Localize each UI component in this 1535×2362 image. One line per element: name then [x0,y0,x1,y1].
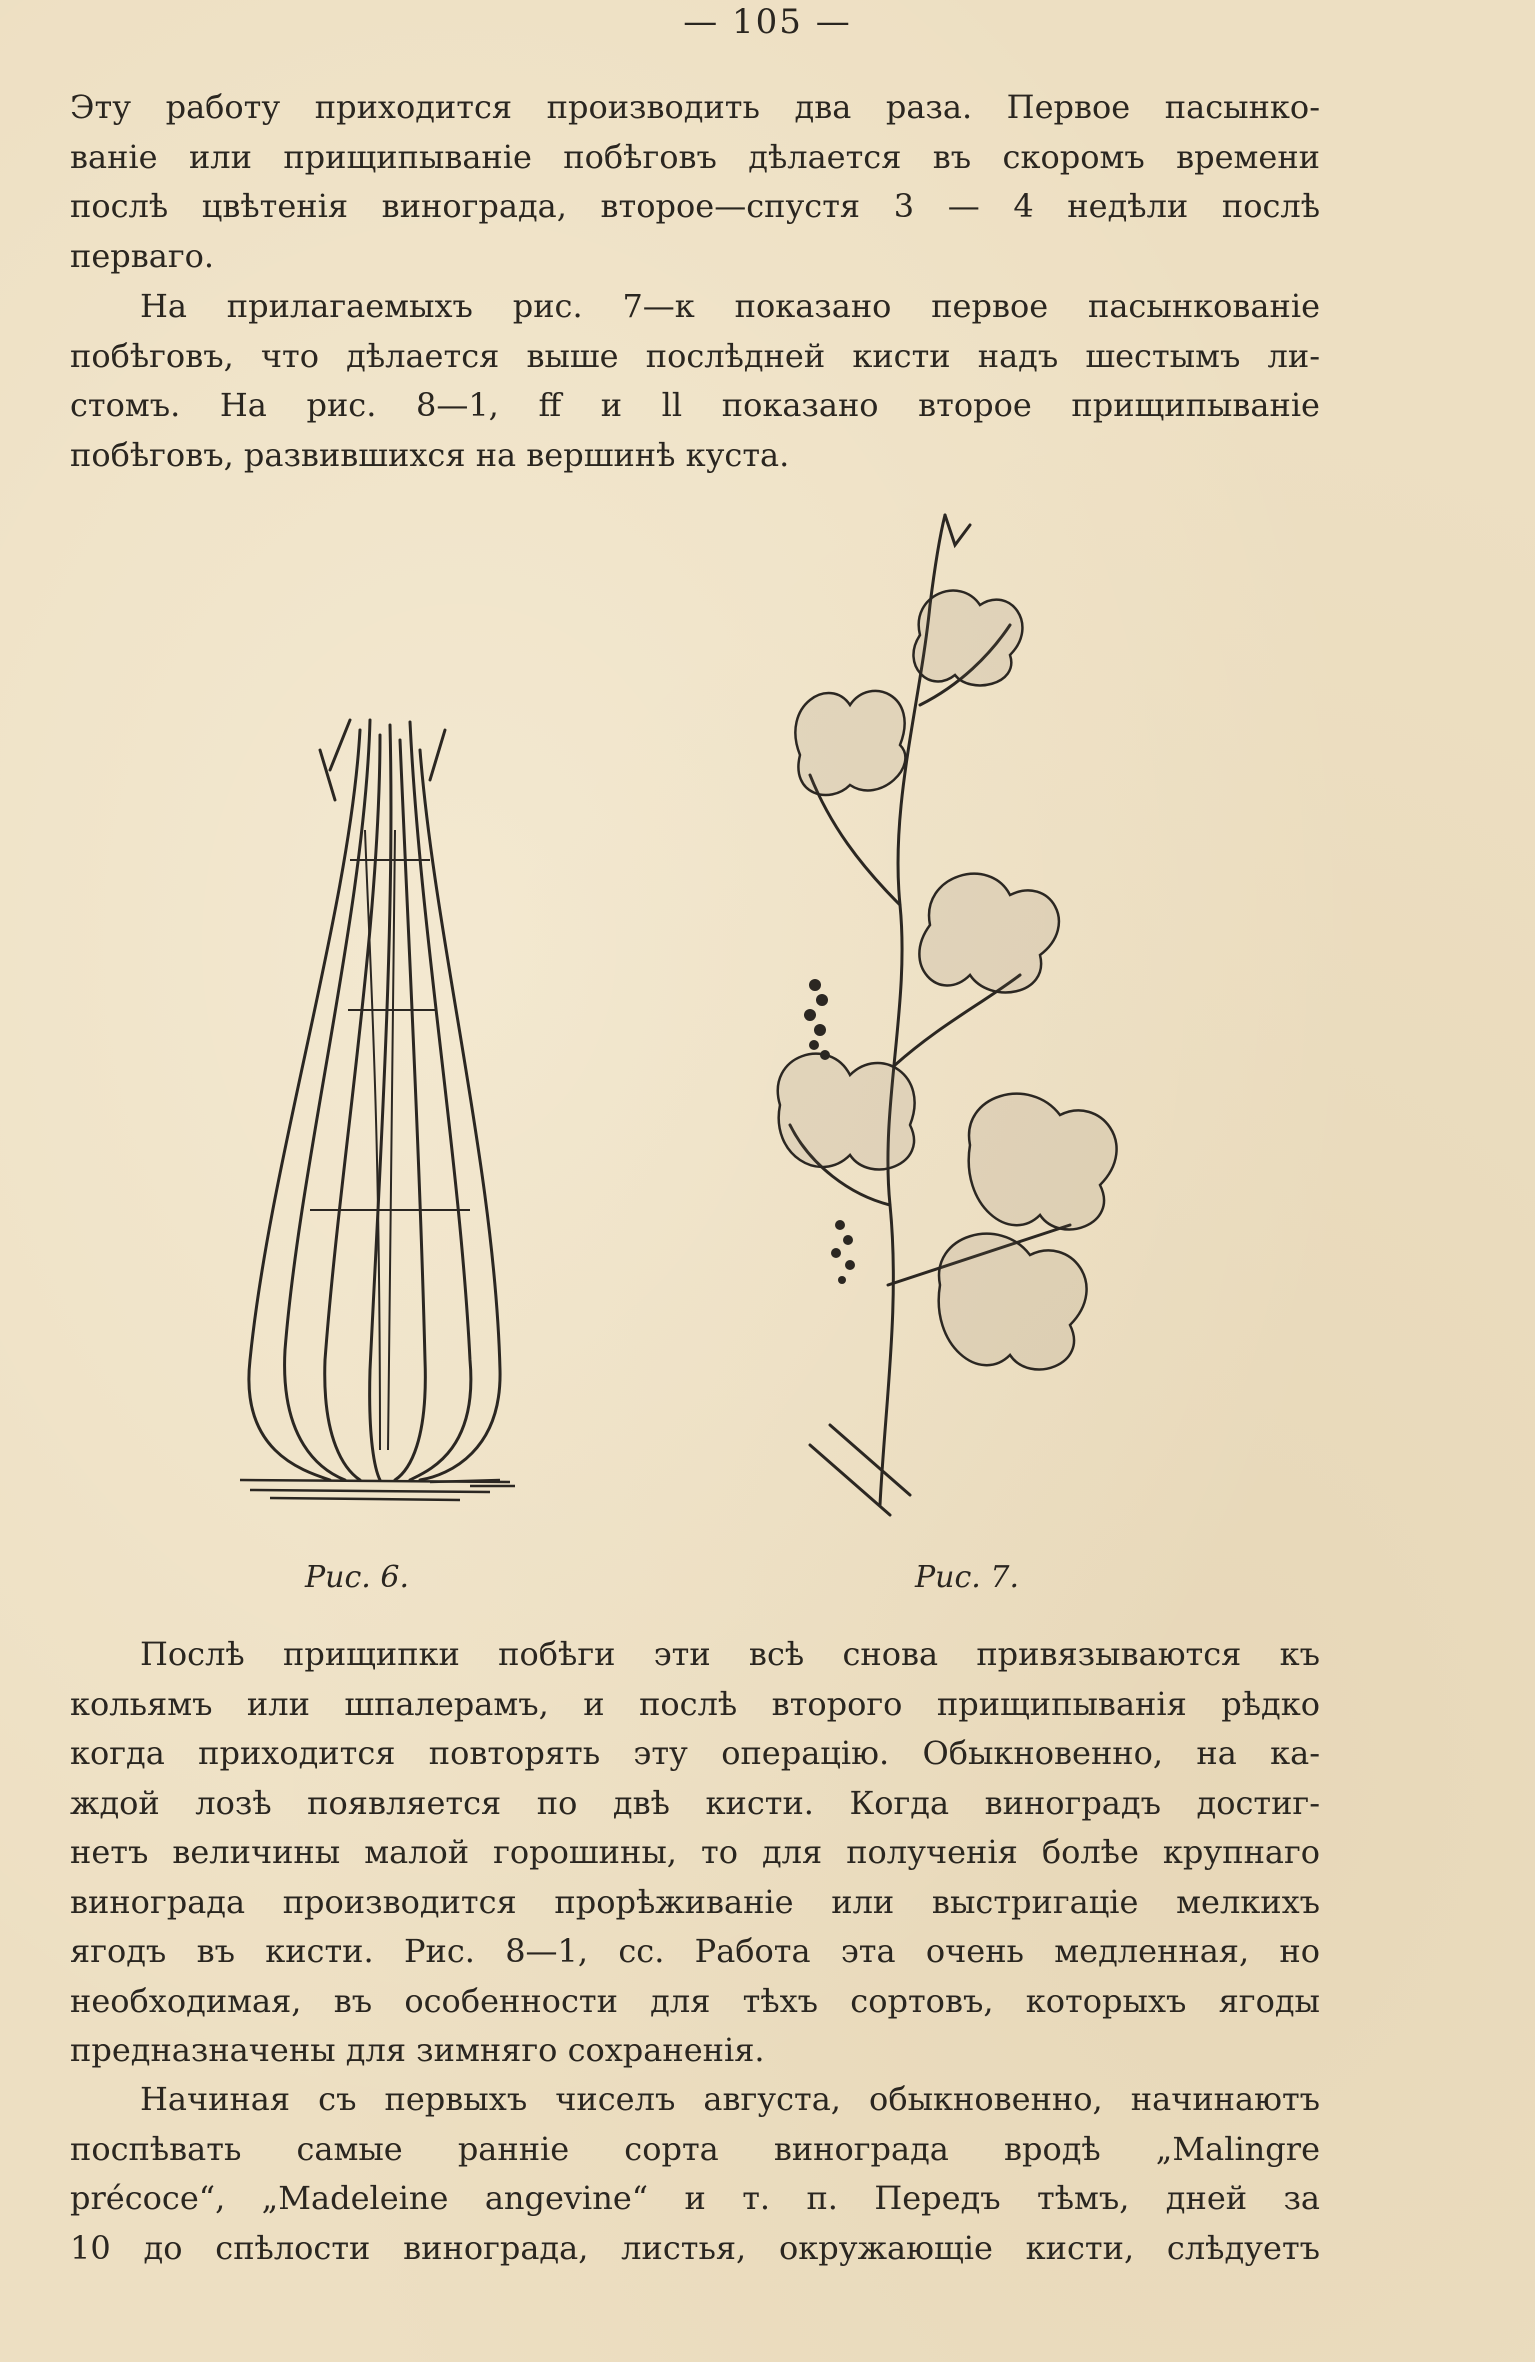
text-line: когда приходится повторять эту операцію. Обыкновенно, на ка- [70,1734,1320,1772]
figure-7-caption: Рис. 7. [915,1560,1020,1595]
text-line: ждой лозѣ появляется по двѣ кисти. Когда виноградъ достиг- [70,1783,1320,1822]
paragraph-3 [70,1630,1320,2076]
text-line: побѣговъ, что дѣлается выше послѣдней кисти надъ шестымъ ли- [70,336,1320,375]
text-line: 10 до спѣлости винограда, листья, окружающіе кисти, слѣдуетъ [70,2228,1320,2267]
text-line: précoce“, „Madeleine angevine“ и т. п. Передъ тѣмъ, дней за [70,2179,1320,2217]
figure-6-caption: Рис. 6. [305,1560,410,1595]
text-line: Начиная съ первыхъ чиселъ августа, обыкновенно, начинаютъ [140,2080,1320,2118]
text-line: Эту работу приходится производить два раза. Первое пасынко- [70,88,1320,126]
tied-vine-canes-illustration [230,710,520,1520]
paragraph-1 [70,83,1320,281]
text-line: побѣговъ, развившихся на вершинѣ куста. [70,435,790,474]
text-line: ваніе или прищипываніе побѣговъ дѣлается въ скоромъ времени [70,137,1320,176]
text-line: послѣ цвѣтенія винограда, второе—спустя 3 — 4 недѣли послѣ [70,187,1320,225]
text-line: поспѣвать самые ранніе сорта винограда вродѣ „Malingre [70,2129,1320,2168]
paragraph-2 [70,282,1320,480]
figure-6-illustration [230,710,520,1520]
text-line: необходимая, въ особенности для тѣхъ сортовъ, которыхъ ягоды [70,1981,1320,2020]
text-line: Послѣ прищипки побѣги эти всѣ снова привязываются къ [140,1635,1320,1673]
text-line: кольямъ или шпалерамъ, и послѣ второго прищипыванія рѣдко [70,1684,1320,1723]
text-line: перваго. [70,236,215,275]
grapevine-shoot-with-leaves-illustration [770,505,1150,1535]
text-line: предназначены для зимняго сохраненія. [70,2031,765,2069]
text-line: ягодъ въ кисти. Рис. 8—1, сс. Работа эта очень медленная, но [70,1932,1320,1970]
paragraph-4 [70,2075,1320,2273]
text-line: стомъ. На рис. 8—1, ff и ll показано второе прищипываніе [70,386,1320,424]
text-line: На прилагаемыхъ рис. 7—к показано первое пасынкованіе [140,287,1320,325]
page-number: — 105 — [683,2,852,42]
text-line: нетъ величины малой горошины, то для полученія болѣе крупнаго [70,1833,1320,1871]
text-line: винограда производится прорѣживаніе или выстригаціе мелкихъ [70,1882,1320,1921]
figure-7-illustration [770,505,1150,1535]
